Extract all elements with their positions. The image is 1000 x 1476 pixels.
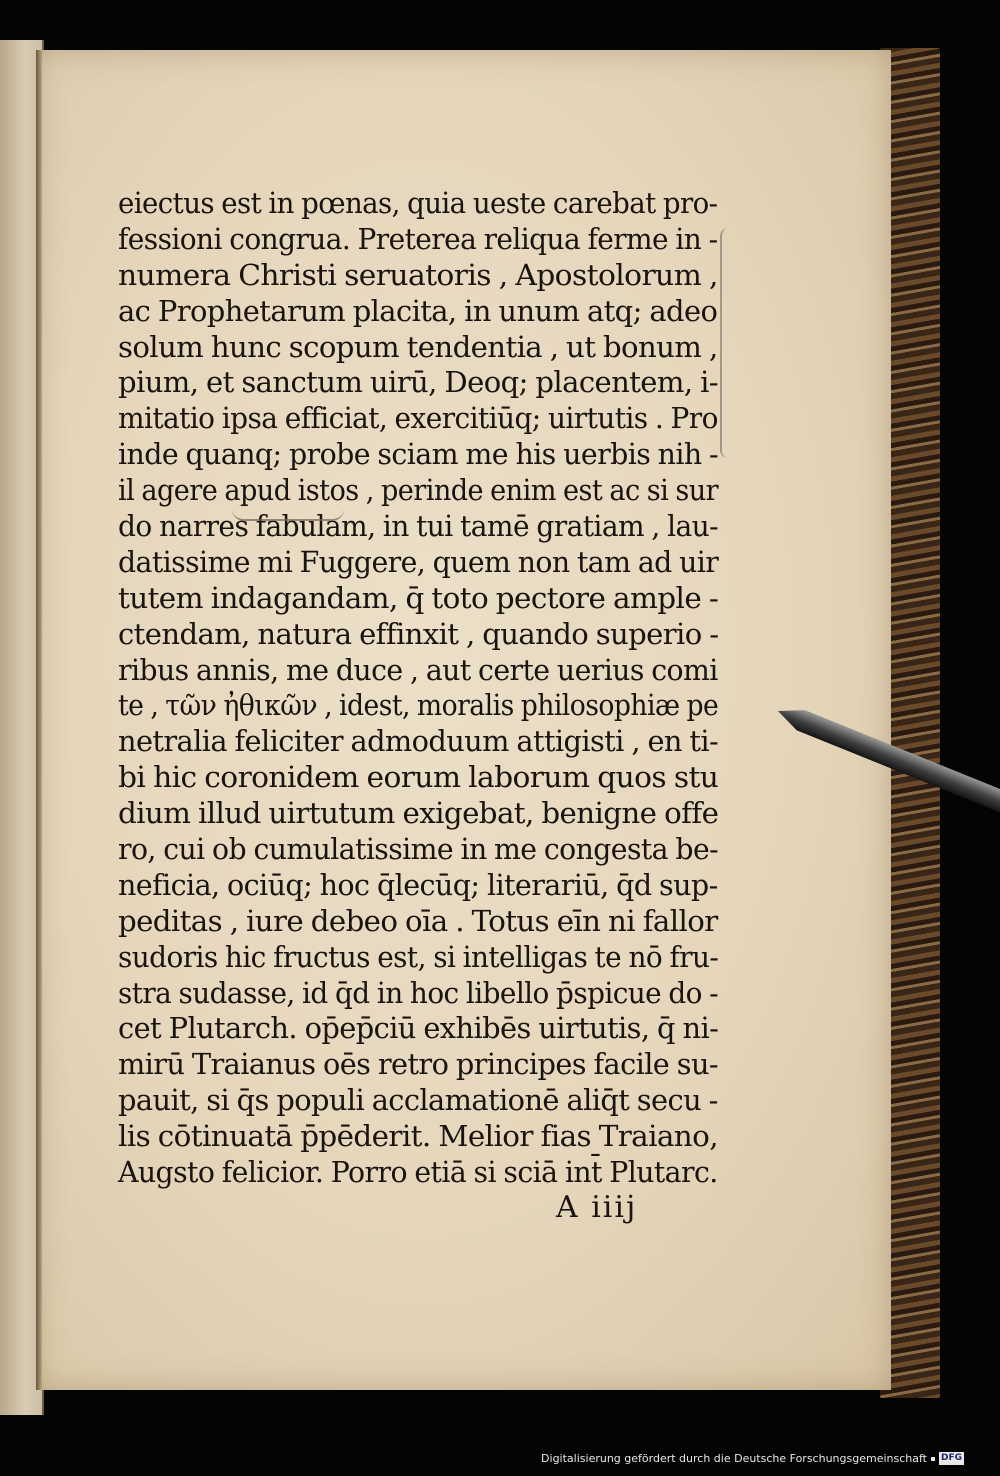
text-line: te , τῶν ἠθικῶν , idest, moralis philosophiæ pe bbox=[118, 688, 719, 723]
signature-mark: A iiij bbox=[556, 1190, 638, 1225]
text-line: cet Plutarch. op̄ep̄ciū exhibēs uirtutis, q̄ ni- bbox=[118, 1011, 719, 1046]
text-line: pium, et sanctum uirū, Deoq; placentem, i- bbox=[118, 365, 719, 400]
text-line: il agere apud istos , perinde enim est ac si sur bbox=[118, 473, 719, 508]
text-line: numera Christi seruatoris , Apostolorum , bbox=[118, 257, 718, 292]
text-line: ribus annis, me duce , aut certe uerius comi bbox=[118, 652, 718, 687]
page-gutter bbox=[36, 50, 42, 1390]
pencil-underline bbox=[232, 509, 344, 521]
text-line: mirū Traianus oēs retro principes facile su- bbox=[118, 1047, 719, 1082]
printed-text-block bbox=[118, 186, 718, 1191]
text-line: pauit, si q̄s populi acclamationē aliq̄t secu - bbox=[118, 1083, 718, 1118]
text-line: tutem indagandam, q̄ toto pectore ample - bbox=[118, 580, 719, 615]
text-line: lis cōtinuatā p̄pēderit. Melior fias Traiano, bbox=[118, 1119, 718, 1154]
text-line: sudoris hic fructus est, si intelligas te nō fru- bbox=[118, 939, 719, 974]
text-line: dium illud uirtutum exigebat, benigne offe bbox=[118, 796, 719, 831]
digitization-credit bbox=[541, 1452, 964, 1465]
text-line: solum hunc scopum tendentia , ut bonum , bbox=[118, 329, 718, 364]
text-line: stra sudasse, id q̄d in hoc libello p̄spicue do - bbox=[118, 975, 719, 1010]
text-line: datissime mi Fuggere, quem non tam ad uir bbox=[118, 544, 719, 579]
dfg-logo: DFG bbox=[940, 1453, 962, 1463]
text-line: ctendam, natura effinxit , quando superio - bbox=[118, 616, 719, 651]
text-line: netralia feliciter admoduum attigisti , en ti- bbox=[118, 724, 719, 759]
text-line: fessioni congrua. Preterea reliqua ferme in - bbox=[118, 221, 718, 256]
text-line: inde quanq; probe sciam me his uerbis nih - bbox=[118, 437, 719, 472]
text-line: eiectus est in pœnas, quia ueste carebat pro- bbox=[118, 186, 718, 220]
margin-pencil-bracket bbox=[720, 228, 734, 458]
text-line: ac Prophetarum placita, in unum atq; adeo bbox=[118, 293, 718, 328]
credit-text: Digitalisierung gefördert durch die Deutsche Forschungsgemeinschaft bbox=[541, 1452, 927, 1465]
text-line: bi hic coronidem eorum laborum quos stu bbox=[118, 760, 719, 795]
text-line: Augsto felicior. Porro etiā si sciā int̄ Plutarc. bbox=[118, 1155, 718, 1190]
text-line: do narres fabulam, in tui tamē gratiam , lau- bbox=[118, 509, 719, 544]
text-line: neficia, ociūq; hoc q̄lecūq; literariū, q̄d sup- bbox=[118, 867, 718, 902]
text-line: ro, cui ob cumulatissime in me congesta be- bbox=[118, 832, 719, 867]
text-line: mitatio ipsa efficiat, exercitiūq; uirtutis . Pro bbox=[118, 401, 718, 436]
separator-dot-icon bbox=[931, 1457, 935, 1461]
text-line: peditas , iure debeo oīa . Totus eīn ni fallor bbox=[118, 903, 718, 938]
